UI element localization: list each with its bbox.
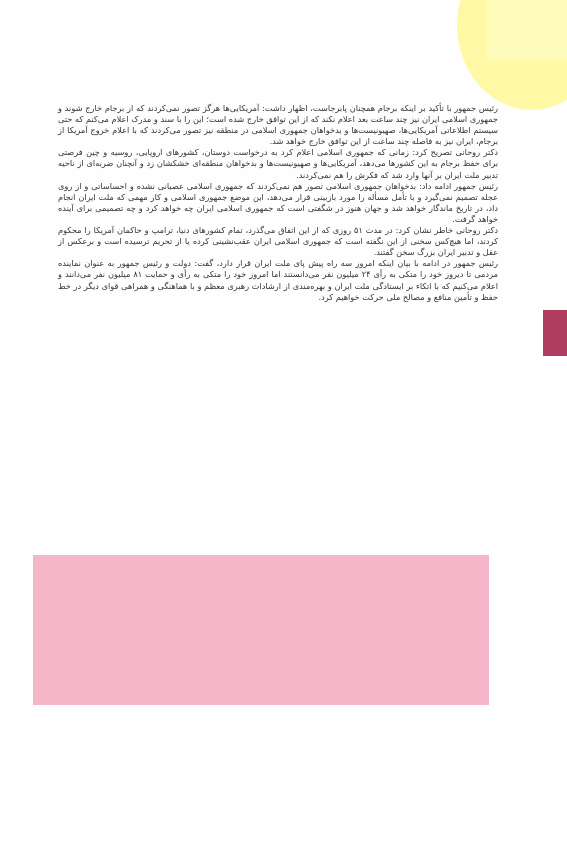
article-paragraph-1: رئیس جمهور با تأکید بر اینکه برجام همچنان پابرجاست، اظهار داشت: آمریکایی‌ها هرگز تصور نمی‌کردند که از برجام خارج شوند و جمهوری اسلامی ایران نیز چند ساعت بعد اعلام نکند که از این توافق خارج شده است؛ این را با سند و مدرک اعلام می‌کنم که حتی سیستم اطلاعاتی آمریکایی‌ها، صهیونیست‌ها و بدخواهان جمهوری اسلامی در منطقه نیز تصور می‌کردند که با اعلام خروج آمریکا از برجام، ایران نیز به فاصله چند ساعت از این توافق خارج خواهد شد. (58, 103, 498, 147)
article-body (58, 103, 498, 303)
article-paragraph-3: رئیس جمهور ادامه داد: بدخواهان جمهوری اسلامی تصور هم نمی‌کردند که جمهوری اسلامی عصبانی نشده و احساساتی و از روی عجله تصمیم نمی‌گیرد و با تأمل مسأله را مورد بازبینی قرار می‌دهد، این موضع جمهوری اسلامی و کار مهمی که ملت ایران انجام داد، در تاریخ ماندگار خواهد شد و جهان هنوز در شگفتی است که جمهوری اسلامی ایران چه خواهد کرد و چه تصمیمی برای آینده خواهد گرفت. (58, 180, 498, 224)
section-tab-marker (543, 310, 567, 356)
article-paragraph-4: دکتر روحانی خاطر نشان کرد: در مدت ۵۱ روزی که از این اتفاق می‌گذرد، تمام کشورهای دنیا، ترامپ و حاکمان آمریکا را محکوم کردند، اما هیچ‌کس سخنی از این نگفته است که جمهوری اسلامی ایران عقب‌نشینی کرده یا از تحریم ترسیده است و برعکس از عقل و تدبیر ایران بزرگ سخن گفتند. (58, 225, 499, 258)
article-paragraph-5: رئیس جمهور در ادامه با بیان اینکه امروز سه راه پیش پای ملت ایران قرار دارد، گفت: دولت و رئیس جمهور به عنوان نماینده مردمی تا دیروز خود را متکی به رأی ۲۴ میلیون نفر می‌دانستند اما امروز خود را متکی به رأی و حمایت ۸۱ میلیون نفر می‌دانند و اعلام می‌کنیم که با اتکاء بر ایستادگی ملت ایران و بهره‌مندی از ارشادات رهبری معظم و با هماهنگی و همراهی قوای دیگر در خط حفظ و تأمین منافع و مصالح ملی حرکت خواهیم کرد. (58, 258, 498, 302)
pink-decorative-panel (33, 555, 489, 705)
article-paragraph-2: دکتر روحانی تصریح کرد: زمانی که جمهوری اسلامی اعلام کرد به درخواست دوستان، کشورهای اروپایی، روسیه و چین فرصتی برای حفظ برجام به این کشورها می‌دهد، آمریکایی‌ها و صهیونیست‌ها و بدخواهان منطقه‌ای خشکشان زد و آنچنان ضربه‌ای از ناحیه تدبیر ملت ایران بر آنها وارد شد که فکرش را هم نمی‌کردند. (58, 147, 498, 180)
yellow-corner-highlight (487, 0, 567, 60)
